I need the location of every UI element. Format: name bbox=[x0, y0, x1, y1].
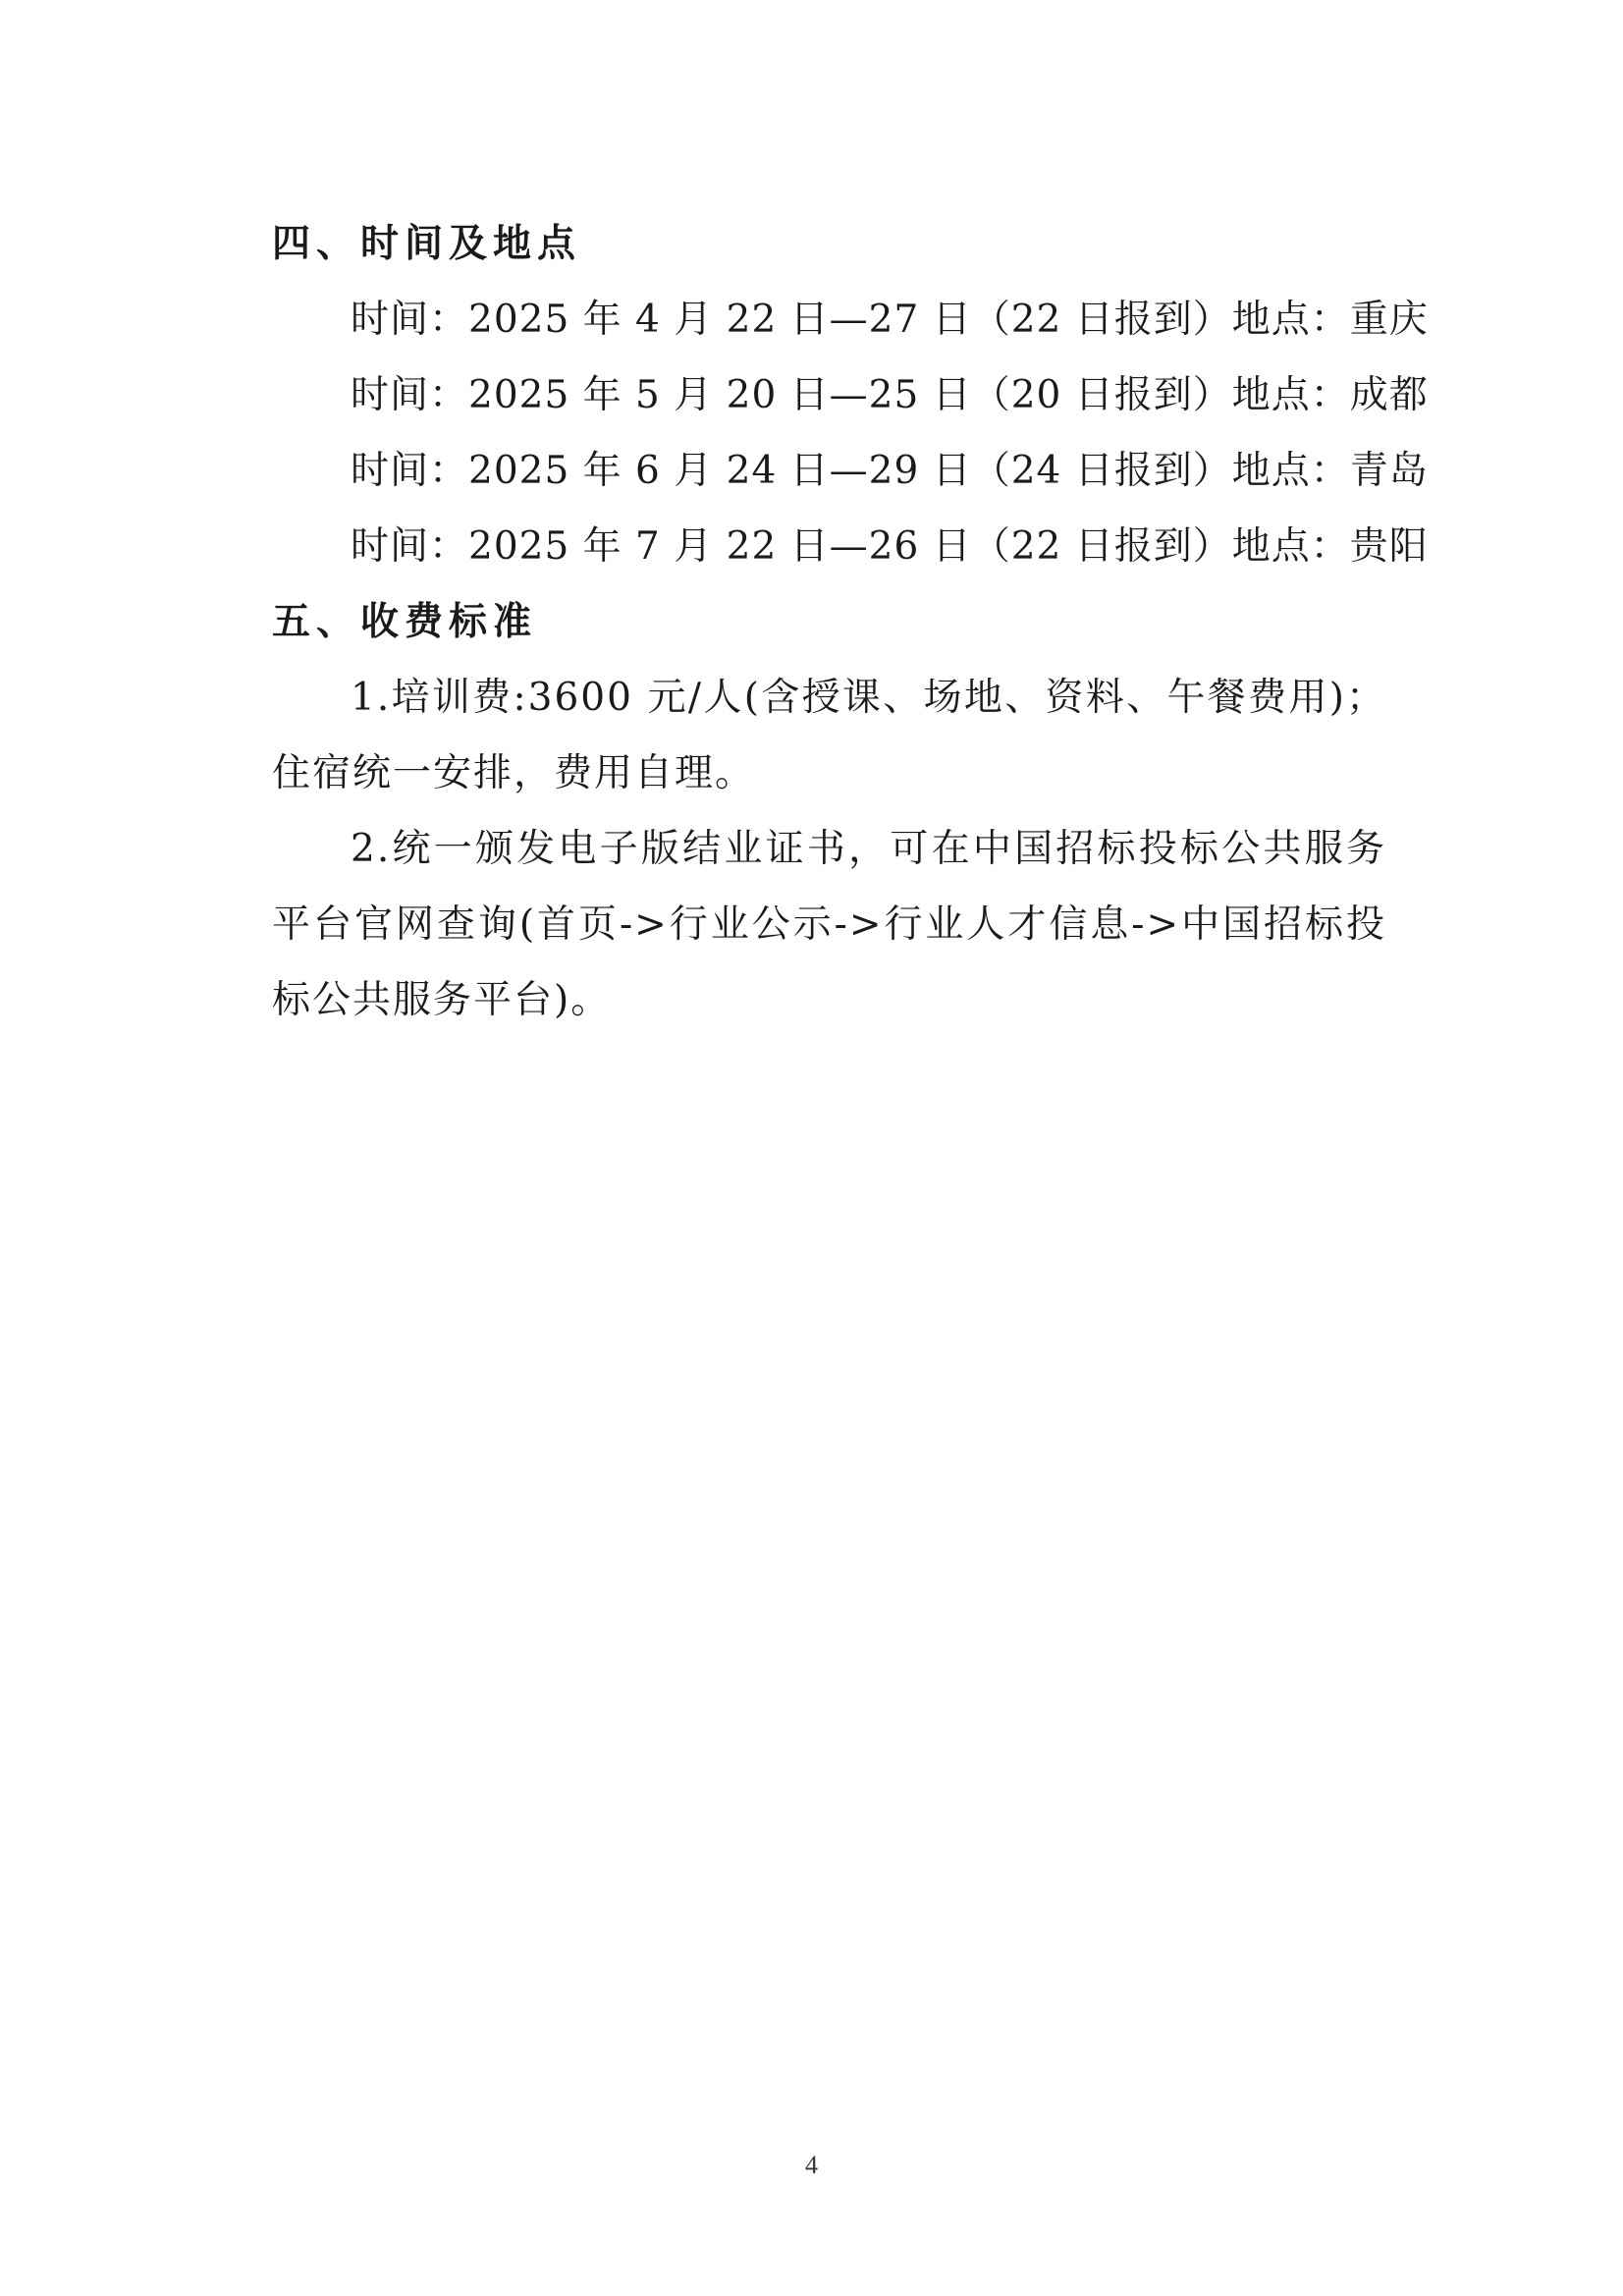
schedule-line-chengdu: 时间：2025 年 5 月 20 日—25 日（20 日报到）地点：成都 bbox=[351, 373, 1429, 417]
section-heading-fees: 五、收费标准 bbox=[272, 600, 538, 644]
fee-item-certificate: 2.统一颁发电子版结业证书，可在中国招标投标公共服务平台官网查询(首页->行业公示->行业人才信息->中国招标投标公共服务平台)。 bbox=[272, 827, 1386, 1022]
page-number: 4 bbox=[805, 2151, 818, 2179]
section-heading-time-location: 四、时间及地点 bbox=[272, 222, 582, 266]
schedule-line-qingdao: 时间：2025 年 6 月 24 日—29 日（24 日报到）地点：青岛 bbox=[351, 449, 1429, 493]
page-content bbox=[272, 206, 1429, 1038]
schedule-line-guiyang: 时间：2025 年 7 月 22 日—26 日（22 日报到）地点：贵阳 bbox=[351, 524, 1429, 569]
fee-item-training: 1.培训费:3600 元/人(含授课、场地、资料、午餐费用)；住宿统一安排，费用自理。 bbox=[272, 676, 1386, 795]
schedule-line-chongqing: 时间：2025 年 4 月 22 日—27 日（22 日报到）地点：重庆 bbox=[351, 298, 1429, 342]
